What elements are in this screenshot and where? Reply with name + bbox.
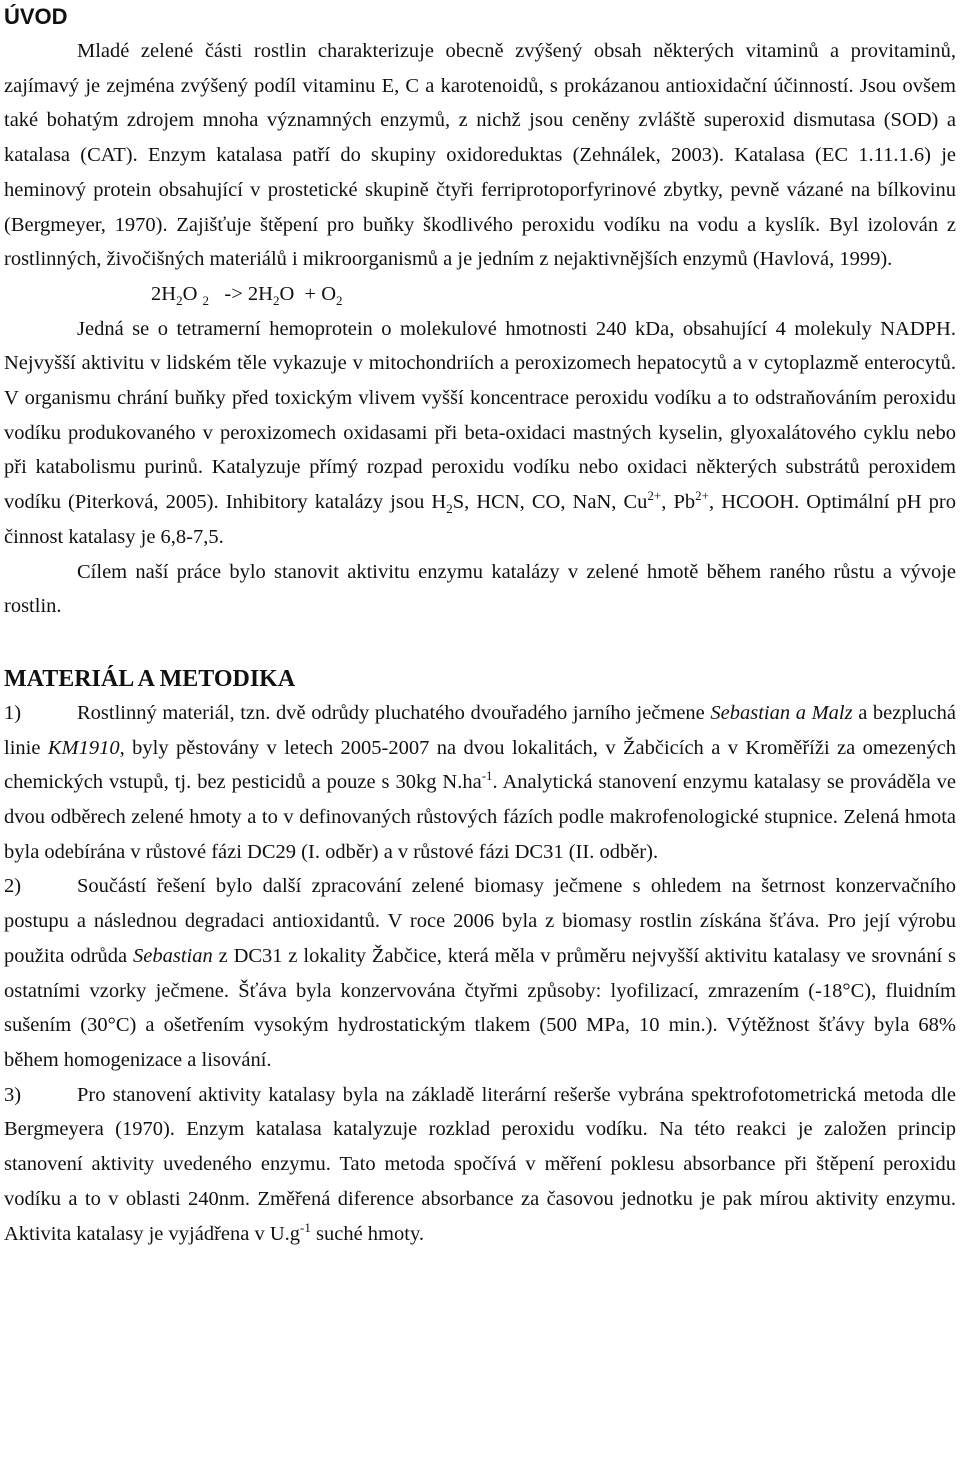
text-run: suché hmoty. [310, 1222, 424, 1245]
text-run: z DC31 z lokality Žabčice, která měla v průměru nejvyšší aktivitu katalasy ve srovnání s ostatními vzorky ječmene. Šťáva byla konzervována čtyřmi způsoby: lyofilizací, zmrazením (-18°C), fluidním sušením (30°C) a ošetřením vysokým hydrostatickým tlakem (500 MPa, 10 min.). Výtěžnost šťávy byla 68% během homogenizace a lisování. [4, 944, 956, 1071]
cultivar-name: Sebastian a Malz [710, 701, 853, 724]
text-run: Součástí řešení bylo další zpracování zelené biomasy ječmene s ohledem na šetrnost konzervačního postupu a následnou degradaci antioxidantů. V roce 2006 byla z biomasy rostlin získána šťáva. Pro její výrobu použita odrůda [4, 875, 956, 967]
item-number: 1) [4, 701, 22, 724]
spacer [4, 624, 956, 662]
paragraph-catalase-properties [4, 312, 956, 555]
cultivar-name: Sebastian [133, 944, 213, 967]
paragraph-aim [4, 555, 956, 624]
line-name: KM1910 [47, 736, 120, 759]
text-run: . Analytická stanovení enzymu katalasy se prováděla ve dvou odběrech zelené hmoty a to v definovaných růstových fázích podle makrofenologické stupnice. Zelená hmota byla odebírána v růstové fázi DC29 (I. odběr) a v růstové fázi DC31 (II. odběr). [4, 771, 956, 863]
text-run: Jedná se o tetramerní hemoprotein o molekulové hmotnosti 240 kDa, obsahující 4 molekuly NADPH. Nejvyšší aktivitu v lidském těle vykazuje v mitochondriích a peroxizomech hepatocytů a v cytoplazmě enterocytů. V organismu chrání buňky před toxickým vlivem vyšší koncentrace peroxidu vodíku a to odstraňováním peroxidu vodíku produkovaného v peroxizomech oxidasami při beta-oxidaci mastných kyselin, glyoxalátového cyklu nebo při katabolismu purinů. Katalyzuje přímý rozpad peroxidu vodíku nebo oxidaci některých substrátů peroxidem vodíku (Piterková, 2005). Inhibitory katalázy jsou H [4, 317, 956, 514]
method-item-2 [4, 869, 956, 1077]
item-number: 3) [4, 1083, 22, 1106]
text-run: , Pb [661, 491, 696, 514]
equation-subscript: 2 [176, 293, 183, 309]
item-number: 2) [4, 875, 22, 898]
superscript: 2+ [695, 488, 709, 504]
superscript: -1 [481, 768, 493, 784]
text-run: , HCOOH. Optimální pH pro činnost katalasy je 6,8-7,5. [4, 491, 956, 548]
equation-subscript: 2 [272, 293, 280, 309]
superscript: -1 [300, 1219, 311, 1235]
superscript: 2+ [647, 488, 662, 504]
text-run: a bezpluchá linie [4, 701, 956, 759]
section-heading-uvod: ÚVOD [4, 4, 68, 29]
paragraph-intro-text: Mladé zelené části rostlin charakterizuje obecně zvýšený obsah některých vitaminů a provitaminů, zajímavý je zejména zvýšený podíl vitaminu E, C a karotenoidů, s prokázanou antioxidační účinností. Jsou ovšem také bohatým zdrojem mnoha významných enzymů, z nichž jsou ceněny zvláště superoxid dismutasa (SOD) a katalasa (CAT). Enzym katalasa patří do skupiny oxidoreduktas (Zehnálek, 2003). Katalasa (EC 1.11.1.6) je heminový protein obsahující v prostetické skupině čtyři ferriprotoporfyrinové zbytky, pevně vázané na bílkovinu (Bergmeyer, 1970). Zajišťuje štěpení pro buňky škodlivého peroxidu vodíku na vodu a kyslík. Byl izolován z rostlinných, živočišných materiálů i mikroorganismů a je jedním z nejaktivnějších enzymů (Havlová, 1999). [4, 40, 956, 271]
subscript: 2 [446, 501, 453, 517]
text-run: , byly pěstovány v letech 2005-2007 na dvou lokalitách, v Žabčicích a v Kroměříži za omezených chemických vstupů, tj. bez pesticidů a pouze s 30kg N.ha [4, 736, 957, 794]
equation-part: 2H [151, 282, 177, 305]
text-run: Rostlinný materiál, tzn. dvě odrůdy pluchatého dvouřadého jarního ječmene [77, 701, 711, 724]
equation-subscript: 2 [202, 293, 209, 309]
reaction-equation [4, 277, 956, 312]
text-run: Pro stanovení aktivity katalasy byla na základě literární rešerše vybrána spektrofotometrická metoda dle Bergmeyera (1970). Enzym katalasa katalyzuje rozklad peroxidu vodíku. Na této reakci je založen princip stanovení aktivity uvedeného enzymu. Tato metoda spočívá v měření poklesu absorbance při štěpení peroxidu vodíku a to v oblasti 240nm. Změřená diference absorbance za časovou jednotku je pak mírou aktivity enzymu. Aktivita katalasy je vyjádřena v U.g [4, 1083, 956, 1245]
method-item-3 [4, 1078, 956, 1252]
text-run: S, HCN, CO, NaN, Cu [452, 491, 648, 514]
equation-part: O [182, 282, 203, 305]
paragraph-intro-catalase [4, 34, 956, 277]
method-item-1 [4, 696, 956, 870]
equation-subscript: 2 [336, 293, 343, 309]
section-heading-metodika: MATERIÁL A METODIKA [4, 665, 296, 692]
text-run: Cílem naší práce bylo stanovit aktivitu enzymu katalázy v zelené hmotě během raného růstu a vývoje rostlin. [4, 560, 956, 618]
equation-part: -> 2H [209, 282, 273, 305]
document-page [4, 0, 956, 1251]
equation-part: O + O [279, 282, 336, 305]
